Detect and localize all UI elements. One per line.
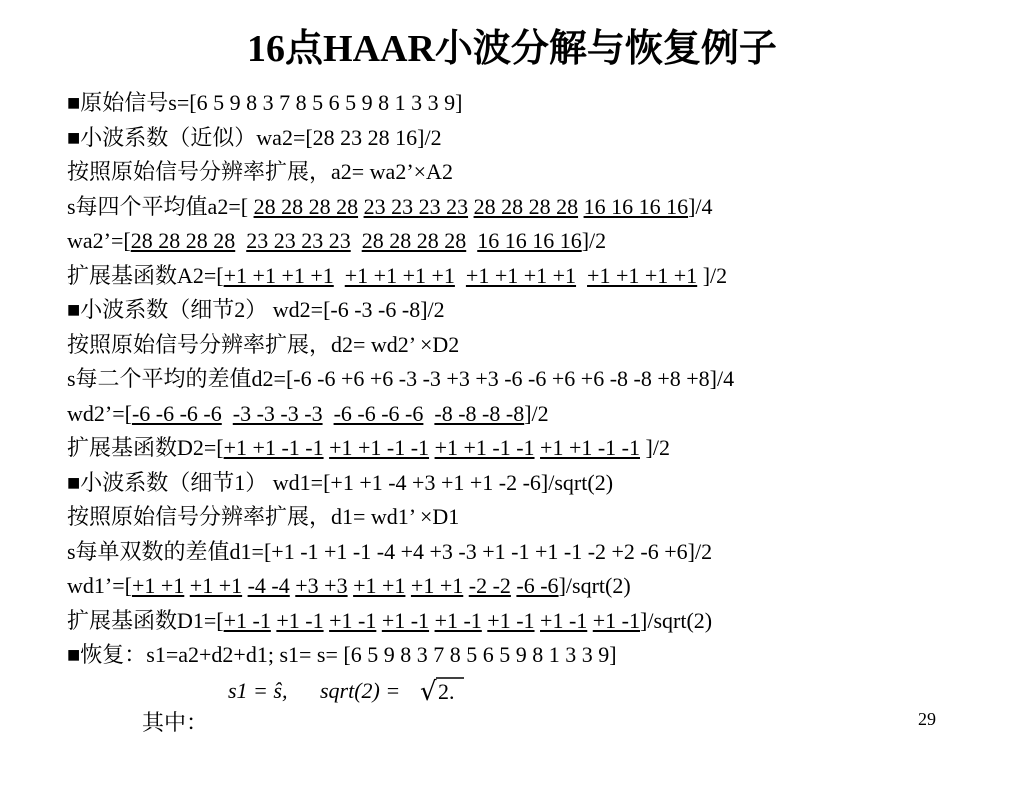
text-segment: [235, 228, 246, 253]
underlined-segment: +1 +1 -1 -1: [434, 435, 535, 460]
text-line: [67, 569, 967, 604]
text-line: [67, 535, 967, 570]
underlined-segment: +1 -1: [276, 607, 324, 633]
underlined-segment: +3 +3: [295, 573, 348, 598]
text-line: [67, 121, 967, 156]
formula-label: 其中：: [142, 710, 209, 735]
underlined-segment: 16 16 16 16: [583, 193, 689, 219]
text-segment: ■小波系数（细节2） wd2=[-6 -3 -6 -8]/2: [67, 297, 445, 322]
text-line: [67, 638, 967, 673]
text-line: [67, 397, 967, 432]
text-segment: [455, 263, 466, 288]
text-segment: 扩展基函数A2=[: [67, 262, 224, 288]
text-segment: s每四个平均值a2=[: [67, 193, 254, 219]
text-line: [67, 500, 967, 535]
formula-row: [120, 672, 455, 808]
text-line: [67, 86, 967, 121]
sqrt-symbol: √: [420, 677, 437, 707]
text-segment: [222, 401, 233, 426]
text-line: [67, 190, 967, 225]
underlined-segment: +1 -1: [540, 607, 588, 633]
text-segment: ]/sqrt(2): [558, 573, 631, 598]
underlined-segment: +1 +1 +1 +1: [223, 262, 334, 288]
text-line: [67, 224, 967, 259]
underlined-segment: +1 +1 -1 -1: [329, 435, 430, 460]
underlined-segment: +1 +1 -1 -1: [223, 435, 324, 460]
formula-part-1: s1 = ŝ,: [228, 678, 288, 703]
text-line: [67, 293, 967, 328]
text-segment: 按照原始信号分辨率扩展，a2= wa2’×A2: [67, 159, 453, 184]
text-line: [67, 604, 967, 639]
text-line: [67, 466, 967, 501]
text-segment: [351, 228, 362, 253]
text-segment: wd1’=[: [67, 573, 132, 598]
underlined-segment: 23 23 23 23: [363, 193, 469, 219]
underlined-segment: +1 +1 +1 +1: [344, 262, 455, 288]
text-line: [67, 362, 967, 397]
text-segment: ■小波系数（近似）wa2=[28 23 28 16]/2: [67, 124, 442, 150]
text-segment: [334, 263, 345, 288]
text-segment: ]/4: [688, 193, 713, 219]
underlined-segment: 28 28 28 28: [361, 228, 467, 253]
text-segment: ■原始信号s=[6 5 9 8 3 7 8 5 6 5 9 8 1 3 3 9]: [67, 90, 463, 115]
underlined-segment: +1 +1: [353, 573, 406, 598]
underlined-segment: 28 28 28 28: [253, 193, 359, 219]
text-segment: [423, 401, 434, 426]
text-line: [67, 431, 967, 466]
underlined-segment: -4 -4: [247, 573, 290, 598]
text-segment: [576, 263, 587, 288]
underlined-segment: -6 -6 -6 -6: [131, 400, 222, 426]
text-segment: s每二个平均的差值d2=[-6 -6 +6 +6 -3 -3 +3 +3 -6 -6 +6 +6 -8 -8 +8 +8]/4: [67, 366, 735, 391]
underlined-segment: 16 16 16 16: [477, 228, 582, 253]
underlined-segment: 28 28 28 28: [473, 193, 579, 219]
sqrt-argument: 2.: [438, 679, 455, 704]
underlined-segment: -6 -6: [516, 573, 559, 598]
formula-image: [228, 672, 488, 712]
underlined-segment: -3 -3 -3 -3: [232, 400, 323, 426]
underlined-segment: +1 -1: [223, 607, 271, 633]
underlined-segment: +1 -1: [487, 607, 535, 633]
text-segment: [466, 228, 477, 253]
text-segment: ]/2: [581, 228, 607, 253]
underlined-segment: +1 +1 +1 +1: [587, 262, 698, 288]
underlined-segment: -6 -6 -6 -6: [333, 400, 424, 426]
text-segment: ]/sqrt(2): [640, 607, 713, 633]
underlined-segment: -2 -2: [468, 573, 511, 598]
text-segment: ]/2: [697, 262, 728, 288]
underlined-segment: +1 +1 +1 +1: [465, 262, 577, 288]
slide-title: 16点HAAR小波分解与恢复例子: [247, 28, 777, 70]
text-segment: s每单双数的差值d1=[+1 -1 +1 -1 -4 +4 +3 -3 +1 -1 +1 -1 -2 +2 -6 +6]/2: [67, 538, 713, 564]
text-segment: 按照原始信号分辨率扩展，d1= wd1’ ×D1: [67, 504, 460, 529]
underlined-segment: 23 23 23 23: [246, 228, 351, 253]
underlined-segment: +1 -1: [434, 607, 482, 633]
underlined-segment: +1 +1: [131, 573, 185, 598]
formula-part-2: sqrt(2) =: [320, 678, 401, 703]
underlined-segment: 28 28 28 28: [130, 228, 236, 253]
text-segment: ]/2: [524, 400, 549, 426]
text-line: [67, 155, 967, 190]
underlined-segment: -8 -8 -8 -8: [434, 400, 525, 426]
text-segment: 扩展基函数D1=[: [67, 607, 224, 633]
text-segment: 扩展基函数D2=[: [67, 435, 224, 460]
slide-body: [67, 86, 967, 673]
underlined-segment: +1 +1 -1 -1: [540, 435, 640, 460]
underlined-segment: +1 +1: [189, 573, 243, 598]
underlined-segment: +1 -1: [592, 607, 640, 633]
text-segment: [323, 401, 334, 426]
text-segment: ■恢复：s1=a2+d2+d1; s1= s= [6 5 9 8 3 7 8 5 6 5 9 8 1 3 3 9]: [67, 642, 617, 667]
text-line: [67, 328, 967, 363]
underlined-segment: +1 -1: [381, 607, 430, 633]
text-line: [67, 259, 967, 294]
underlined-segment: +1 +1: [410, 573, 464, 598]
text-segment: ]/2: [640, 435, 670, 460]
underlined-segment: +1 -1: [329, 607, 377, 633]
text-segment: 按照原始信号分辨率扩展，d2= wd2’ ×D2: [67, 331, 460, 357]
text-segment: wd2’=[: [67, 400, 132, 426]
text-segment: wa2’=[: [67, 228, 131, 253]
page-number: 29: [918, 709, 936, 729]
text-segment: ■小波系数（细节1） wd1=[+1 +1 -4 +3 +1 +1 -2 -6]/sqrt(2): [67, 469, 614, 495]
